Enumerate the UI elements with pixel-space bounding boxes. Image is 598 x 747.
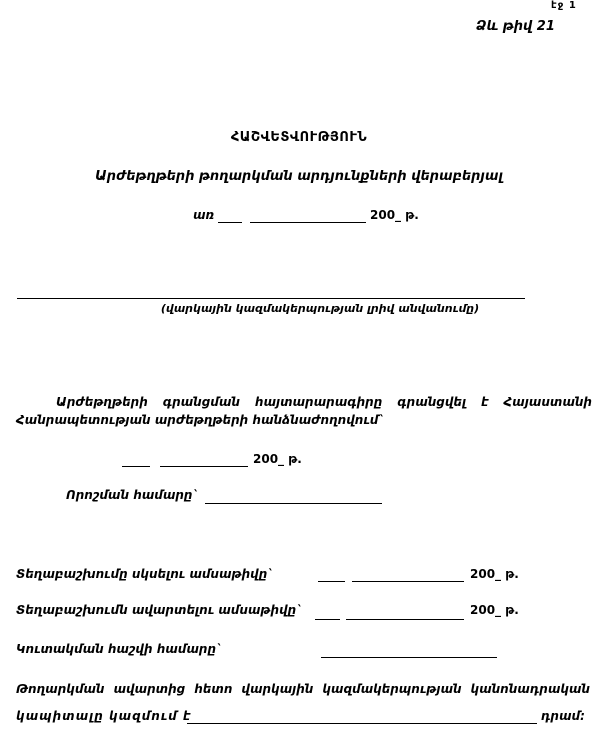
decision-number-label: Որոշման համարը` — [66, 488, 199, 502]
charter-capital-blank — [187, 723, 537, 724]
placement-start-year: 200_ թ. — [470, 567, 519, 581]
placement-end-month-blank — [346, 619, 464, 620]
placement-start-month-blank — [352, 581, 464, 582]
placement-end-day-blank — [315, 619, 340, 620]
placement-end-year: 200_ թ. — [470, 603, 519, 617]
decision-number-blank — [205, 503, 382, 504]
document-subtitle: Արժեթղթերի թողարկման արդյունքների վերաբերյալ — [95, 169, 503, 184]
registration-text-line2: Հանրապետության արժեթղթերի հանձնաժողովում` — [16, 413, 385, 427]
registration-day-blank — [122, 466, 150, 467]
charter-capital-text-line1: Թողարկման ավարտից հետո վարկային կազմակերպության կանոնադրական — [16, 682, 590, 696]
storage-account-label: Կուտակման հաշվի համարը` — [16, 642, 222, 656]
placement-end-label: Տեղաբաշխումն ավարտելու ամսաթիվը` — [16, 603, 303, 617]
date-prefix: առ — [193, 208, 215, 222]
document-title: ՀԱՇՎԵՏՎՈՒԹՅՈՒՆ — [230, 130, 368, 145]
charter-capital-unit: դրամ: — [541, 709, 585, 723]
date-day-blank — [218, 222, 242, 223]
org-name-line — [17, 298, 525, 299]
date-year: 200_ թ. — [370, 208, 419, 222]
registration-month-blank — [160, 466, 248, 467]
org-name-caption: (վարկային կազմակերպության լրիվ անվանումը) — [160, 302, 480, 315]
placement-start-label: Տեղաբաշխումը սկսելու ամսաթիվը` — [16, 567, 274, 581]
registration-year: 200_ թ. — [253, 452, 302, 466]
date-month-blank — [250, 222, 366, 223]
charter-capital-text-line2: կապիտալը կազմում է — [16, 709, 192, 723]
placement-start-day-blank — [318, 581, 345, 582]
registration-text-line1: Արժեթղթերի գրանցման հայտարարագիրը գրանցվել է Հայաստանի — [56, 395, 592, 409]
storage-account-blank — [321, 657, 497, 658]
form-number: Ձև թիվ 21 — [476, 19, 555, 34]
page-number: էջ 1 — [551, 0, 577, 11]
